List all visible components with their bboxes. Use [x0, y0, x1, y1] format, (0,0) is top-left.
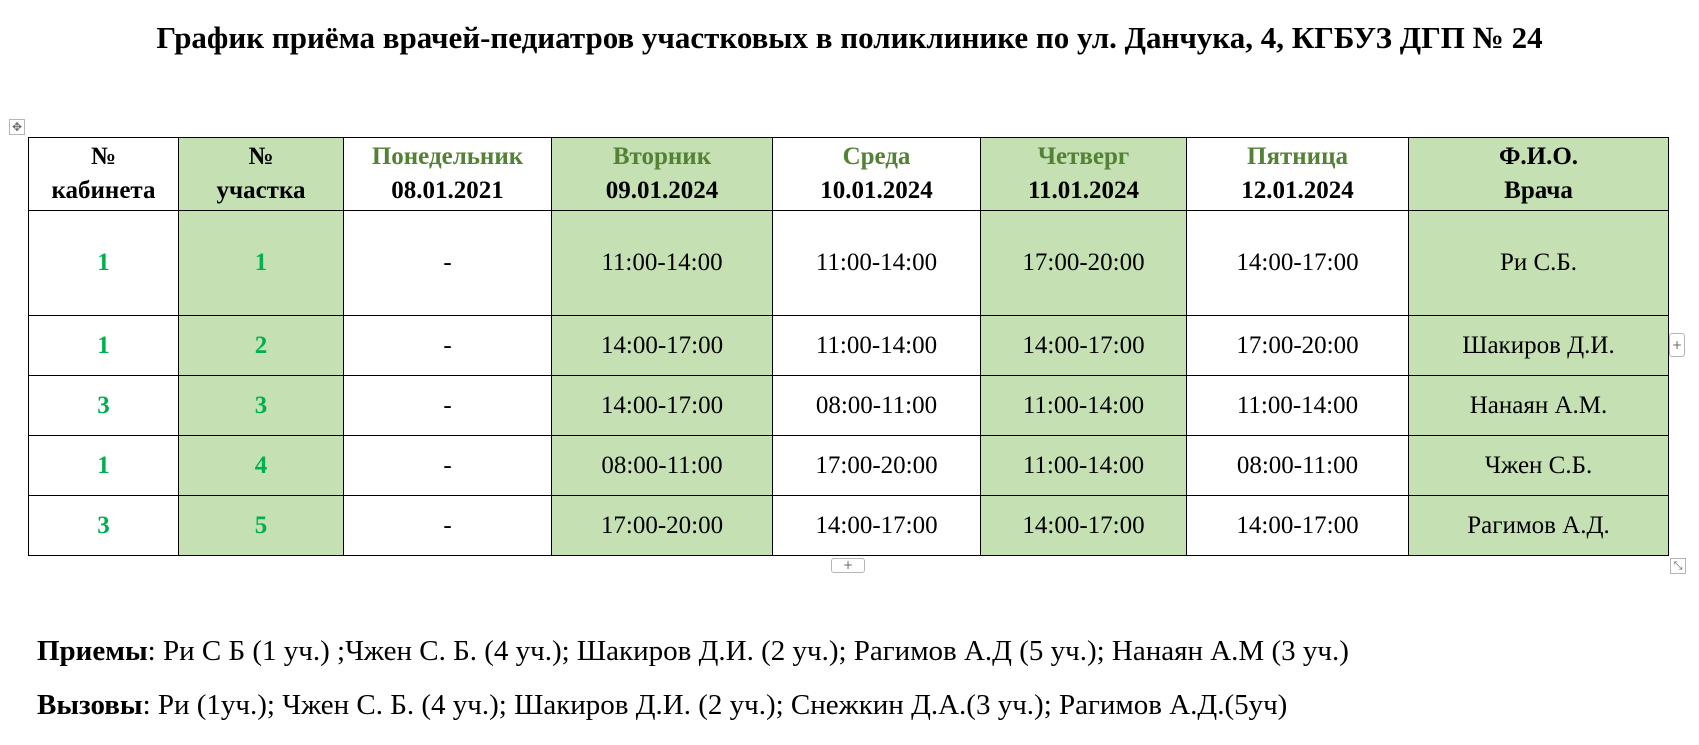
wednesday-cell: 08:00-11:00	[773, 376, 981, 436]
move-icon: ✥	[11, 120, 23, 134]
header-cabinet: № кабинета	[29, 138, 179, 211]
monday-cell: -	[344, 496, 552, 556]
page-title: График приёма врачей-педиатров участковых в поликлинике по ул. Данчука, 4, КГБУЗ ДГП № 24	[156, 20, 1543, 55]
tuesday-cell: 08:00-11:00	[552, 436, 773, 496]
tuesday-cell: 14:00-17:00	[552, 376, 773, 436]
receptions-label: Приемы	[37, 635, 148, 667]
monday-cell: -	[344, 436, 552, 496]
add-row-button[interactable]	[831, 558, 865, 573]
friday-cell: 14:00-17:00	[1187, 496, 1409, 556]
calls-note	[37, 687, 1287, 723]
thursday-cell: 14:00-17:00	[981, 496, 1187, 556]
table-row	[29, 376, 1669, 436]
monday-cell: -	[344, 376, 552, 436]
district-cell: 4	[179, 436, 344, 496]
tuesday-cell: 17:00-20:00	[552, 496, 773, 556]
doctor-cell: Нанаян А.М.	[1409, 376, 1669, 436]
district-cell: 5	[179, 496, 344, 556]
header-day-wednesday: Среда 10.01.2024	[773, 138, 981, 211]
thursday-cell: 14:00-17:00	[981, 316, 1187, 376]
wednesday-cell: 17:00-20:00	[773, 436, 981, 496]
table-move-handle[interactable]	[9, 119, 25, 135]
district-cell: 2	[179, 316, 344, 376]
thursday-cell: 11:00-14:00	[981, 376, 1187, 436]
friday-cell: 14:00-17:00	[1187, 211, 1409, 316]
wednesday-cell: 11:00-14:00	[773, 211, 981, 316]
doctor-cell: Шакиров Д.И.	[1409, 316, 1669, 376]
cabinet-cell: 1	[29, 436, 179, 496]
plus-icon: +	[842, 558, 854, 572]
doctor-cell: Ри С.Б.	[1409, 211, 1669, 316]
monday-cell: -	[344, 316, 552, 376]
table-row	[29, 436, 1669, 496]
header-day-thursday: Четверг 11.01.2024	[981, 138, 1187, 211]
table-resize-handle[interactable]	[1670, 558, 1686, 574]
header-doctor: Ф.И.О. Врача	[1409, 138, 1669, 211]
calls-label: Вызовы	[37, 689, 143, 721]
cabinet-cell: 1	[29, 211, 179, 316]
monday-cell: -	[344, 211, 552, 316]
plus-icon: +	[1671, 338, 1683, 352]
header-day-tuesday: Вторник 09.01.2024	[552, 138, 773, 211]
district-cell: 3	[179, 376, 344, 436]
table-row	[29, 316, 1669, 376]
resize-icon: ⤡	[1673, 559, 1683, 572]
doctor-cell: Чжен С.Б.	[1409, 436, 1669, 496]
thursday-cell: 17:00-20:00	[981, 211, 1187, 316]
add-column-button[interactable]	[1669, 333, 1685, 357]
schedule-table	[28, 137, 1669, 556]
calls-text: : Ри (1уч.); Чжен С. Б. (4 уч.); Шакиров Д.И. (2 уч.); Снежкин Д.А.(3 уч.); Рагимов А.Д.(5уч)	[142, 689, 1288, 721]
table-row	[29, 496, 1669, 556]
header-district: № участка	[179, 138, 344, 211]
friday-cell: 11:00-14:00	[1187, 376, 1409, 436]
cabinet-cell: 3	[29, 376, 179, 436]
header-day-monday: Понедельник 08.01.2021	[344, 138, 552, 211]
header-day-friday: Пятница 12.01.2024	[1187, 138, 1409, 211]
doctor-cell: Рагимов А.Д.	[1409, 496, 1669, 556]
wednesday-cell: 14:00-17:00	[773, 496, 981, 556]
thursday-cell: 11:00-14:00	[981, 436, 1187, 496]
tuesday-cell: 14:00-17:00	[552, 316, 773, 376]
table-row	[29, 211, 1669, 316]
district-cell: 1	[179, 211, 344, 316]
friday-cell: 17:00-20:00	[1187, 316, 1409, 376]
cabinet-cell: 3	[29, 496, 179, 556]
friday-cell: 08:00-11:00	[1187, 436, 1409, 496]
wednesday-cell: 11:00-14:00	[773, 316, 981, 376]
header-row	[29, 138, 1669, 211]
receptions-text: : Ри С Б (1 уч.) ;Чжен С. Б. (4 уч.); Шакиров Д.И. (2 уч.); Рагимов А.Д (5 уч.); Нанаян А.М (3 уч.)	[147, 635, 1349, 667]
tuesday-cell: 11:00-14:00	[552, 211, 773, 316]
cabinet-cell: 1	[29, 316, 179, 376]
receptions-note	[37, 633, 1349, 669]
